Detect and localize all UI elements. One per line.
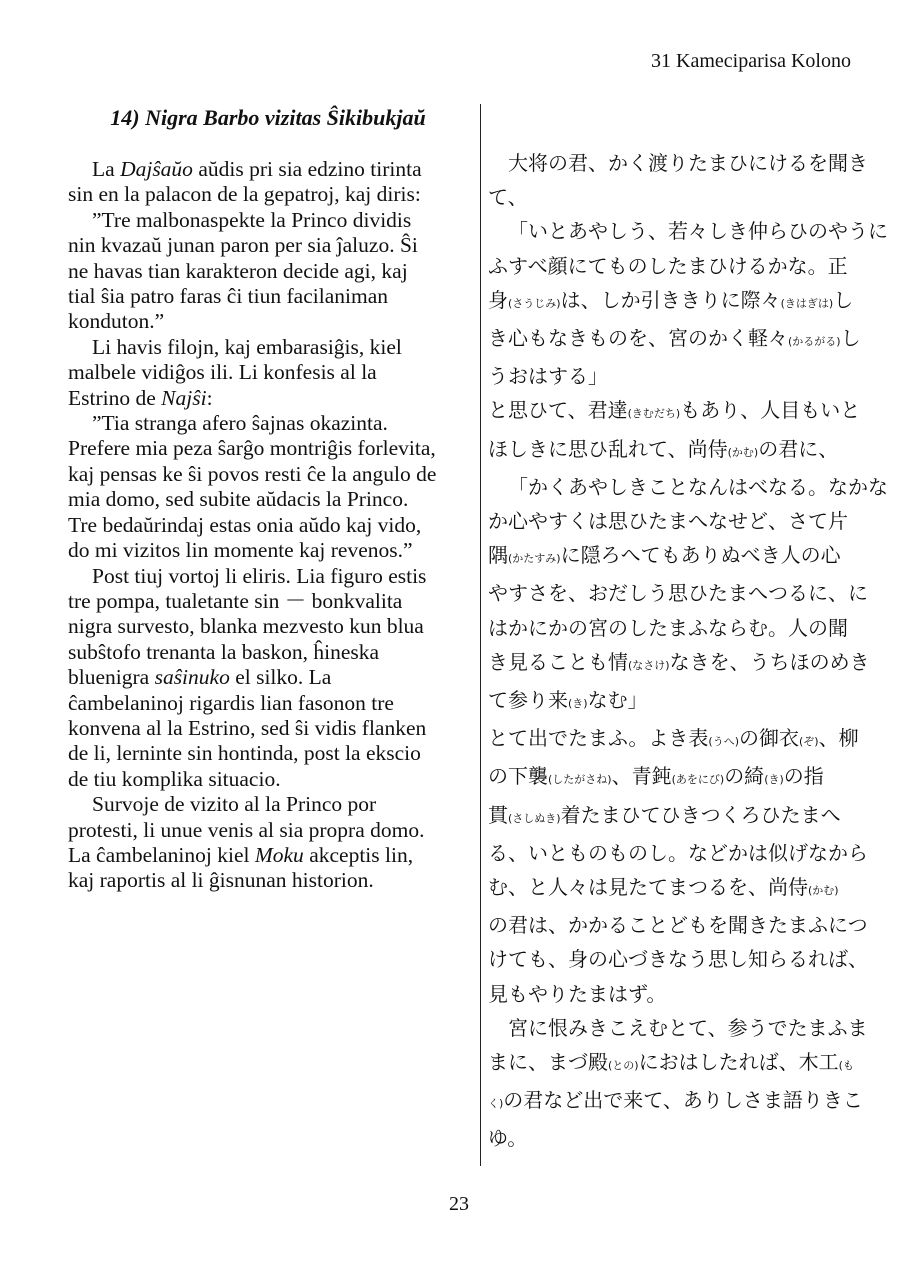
paragraph xyxy=(488,214,888,393)
text-segment: し xyxy=(833,287,854,312)
text-segment: の君など出で来て、ありしさま語りきこ xyxy=(503,1088,863,1113)
text-line xyxy=(488,1045,863,1083)
text-segment: La xyxy=(92,157,121,181)
text-segment: mia domo, sed subite aŭdacis la Princo. xyxy=(68,487,409,512)
text-line xyxy=(488,759,863,797)
furigana: (うへ) xyxy=(708,735,739,749)
text-segment: subŝtofo trenanta la baskon, ĥineska xyxy=(68,639,380,664)
paragraph xyxy=(488,393,863,469)
text-line xyxy=(68,868,473,893)
text-segment: 着たまひてひきつくろひたまへ xyxy=(560,802,841,827)
text-segment: tial ŝia patro faras ĉi tiun facilaniman xyxy=(68,284,388,309)
text-line xyxy=(488,908,868,942)
text-segment: の御衣 xyxy=(739,726,799,751)
text-line xyxy=(68,538,473,563)
text-line xyxy=(488,721,863,759)
text-line xyxy=(488,504,863,538)
italic-term: Najŝi xyxy=(161,385,207,410)
paragraph xyxy=(488,721,868,1011)
text-segment: けても、身の心づきなう思し知らるれば、 xyxy=(488,947,868,972)
text-line xyxy=(488,1083,863,1121)
text-line xyxy=(488,683,863,721)
text-line xyxy=(68,589,473,614)
esperanto-column xyxy=(68,157,473,894)
paragraph xyxy=(68,335,473,411)
text-line xyxy=(488,611,863,645)
text-segment: Tre bedaŭrindaj estas onia aŭdo kaj vido, xyxy=(68,512,422,537)
text-line xyxy=(488,359,863,393)
text-segment: kaj raportis al li ĝisnunan historion. xyxy=(68,868,374,893)
text-segment: konvena al la Estrino, sed ŝi vidis flanken xyxy=(68,715,427,740)
paragraph xyxy=(68,792,473,894)
furigana: く) xyxy=(488,1097,504,1111)
text-segment: ne havas tian karakteron decide agi, kaj xyxy=(68,258,408,283)
text-line xyxy=(68,309,473,334)
text-line xyxy=(68,436,473,461)
text-segment: La ĉambelaninoj kiel xyxy=(68,842,255,867)
furigana: (き) xyxy=(764,773,784,787)
text-line xyxy=(68,741,473,766)
running-header: 31 Kameciparisa Kolono xyxy=(651,50,851,72)
text-segment: de li, lerninte sin hontinda, post la ekscio xyxy=(68,741,421,766)
text-segment: nin kvazaŭ junan paron per sia ĵaluzo. Ŝi xyxy=(68,233,418,258)
text-segment: Prefere mia peza ŝarĝo montriĝis forlevita, xyxy=(68,436,436,461)
text-segment: ゆ。 xyxy=(488,1126,528,1151)
text-segment: き心もなきものを、宮のかく軽々 xyxy=(488,326,788,351)
furigana: (なさけ) xyxy=(628,658,670,672)
text-line xyxy=(488,283,863,321)
furigana: (ぞ) xyxy=(799,735,819,749)
chapter-title: 14) Nigra Barbo vizitas Ŝikibukjaŭ xyxy=(110,105,426,130)
text-line xyxy=(68,614,473,639)
text-line xyxy=(488,977,863,1011)
text-line xyxy=(488,836,868,870)
text-segment: do mi vizitos lin momente kaj revenos.” xyxy=(68,538,413,563)
text-segment: る、いとものものし。などかは似げなから xyxy=(488,840,868,865)
japanese-column xyxy=(488,146,888,1156)
text-segment: el silko. La xyxy=(229,665,332,690)
text-line xyxy=(68,259,473,284)
text-line xyxy=(488,470,888,504)
text-segment: 、青鈍 xyxy=(611,764,672,789)
text-segment: なむ」 xyxy=(587,688,648,713)
text-line xyxy=(68,767,473,792)
text-segment: konduton.” xyxy=(68,309,165,334)
text-segment: の綺 xyxy=(724,764,765,789)
text-segment: 隅 xyxy=(488,543,508,568)
text-segment: ほしきに思ひ乱れて、尚侍 xyxy=(488,436,728,461)
text-segment: なきを、うちほのめき xyxy=(669,649,870,674)
text-line xyxy=(68,208,473,233)
furigana: (あをにび) xyxy=(671,773,725,787)
text-segment: の指 xyxy=(783,764,824,789)
text-line xyxy=(68,691,473,716)
text-line xyxy=(68,411,473,436)
text-line xyxy=(68,818,473,843)
text-segment: malbele vidiĝos ili. Li konfesis al la xyxy=(68,360,377,385)
text-segment: は、しか引ききりに際々 xyxy=(560,287,781,312)
text-segment: 大将の君、かく渡りたまひにけるを聞き xyxy=(508,151,868,175)
furigana: (かるがる) xyxy=(788,335,841,349)
paragraph xyxy=(68,157,473,208)
text-line xyxy=(68,157,473,182)
text-segment: におはしたれば、木工 xyxy=(638,1050,839,1075)
page-number: 23 xyxy=(449,1193,469,1215)
text-segment: 見もやりたまはず。 xyxy=(488,981,667,1006)
text-line xyxy=(68,462,473,487)
furigana: (さうじみ) xyxy=(508,296,561,310)
text-segment: bluenigra xyxy=(68,665,155,690)
text-segment: aŭdis pri sia edzino tirinta xyxy=(192,157,422,181)
paragraph xyxy=(488,470,888,721)
text-segment: て参り来 xyxy=(488,688,568,713)
text-line xyxy=(68,487,473,512)
italic-term: saŝinuko xyxy=(154,665,230,690)
text-segment: はかにかの宮のしたまふならむ。人の聞 xyxy=(488,615,848,640)
text-segment: tre pompa, tualetante sin － bonkvalita xyxy=(68,588,403,613)
text-segment: に隠ろへてもありぬべき人の心 xyxy=(560,543,841,568)
text-segment: の君に、 xyxy=(758,436,839,461)
furigana: (かむ) xyxy=(727,445,759,459)
furigana: (きむだち) xyxy=(627,407,681,421)
text-segment: 身 xyxy=(488,287,508,312)
text-segment: と思ひて、君達 xyxy=(488,398,628,423)
italic-term: Moku xyxy=(254,842,304,867)
text-line xyxy=(68,233,473,258)
text-segment: : xyxy=(206,385,213,410)
text-line xyxy=(488,214,888,248)
italic-term: Dajŝaŭo xyxy=(120,157,193,181)
text-line xyxy=(68,564,473,589)
text-line xyxy=(488,1011,868,1045)
paragraph xyxy=(68,411,473,563)
text-line xyxy=(488,942,868,976)
text-line xyxy=(68,284,473,309)
text-segment: 宮に恨みきこえむとて、参うでたまふま xyxy=(508,1015,868,1040)
text-line xyxy=(68,360,473,385)
text-segment: 「いとあやしう、若々しき仲らひのやうに xyxy=(508,219,888,244)
furigana: (き) xyxy=(568,697,588,711)
text-segment: ”Tia stranga afero ŝajnas okazinta. xyxy=(92,411,388,436)
furigana: (との) xyxy=(608,1059,639,1073)
text-line xyxy=(68,386,473,411)
text-segment: ĉambelaninoj rigardis lian fasonon tre xyxy=(68,690,394,715)
furigana: (きはぎは) xyxy=(780,296,834,310)
text-line xyxy=(488,645,870,683)
text-line xyxy=(68,640,473,665)
furigana: (も xyxy=(838,1059,854,1073)
text-segment: む、と人々は見たてまつるを、尚侍 xyxy=(488,875,808,900)
text-segment: やすさを、おだしう思ひたまへつるに、に xyxy=(488,581,868,606)
text-line xyxy=(488,249,863,283)
text-segment: 貫 xyxy=(488,802,508,827)
text-line xyxy=(488,146,868,180)
paragraph xyxy=(488,1011,868,1156)
text-segment: kaj pensas ke ŝi povos resti ĉe la angulo de xyxy=(68,461,437,486)
furigana: (さしぬき) xyxy=(508,811,561,825)
text-line xyxy=(488,432,863,470)
text-line xyxy=(68,665,473,690)
furigana: (かたすみ) xyxy=(508,552,561,566)
text-line xyxy=(68,182,473,207)
text-segment: nigra survesto, blanka mezvesto kun blua xyxy=(68,614,424,639)
text-segment: akceptis lin, xyxy=(303,842,414,867)
text-segment: 、柳 xyxy=(818,726,859,751)
text-line xyxy=(68,716,473,741)
text-segment: ふすべ顔にてものしたまひけるかな。正 xyxy=(488,253,848,278)
text-line xyxy=(488,576,868,610)
text-segment: ”Tre malbonaspekte la Princo dividis xyxy=(92,207,412,232)
text-line xyxy=(488,180,863,214)
text-segment: の下襲 xyxy=(488,764,548,789)
text-segment: て、 xyxy=(488,185,528,210)
text-segment: とて出でたまふ。よき表 xyxy=(488,726,709,751)
text-line xyxy=(68,792,473,817)
text-line xyxy=(488,321,863,359)
furigana: (したがさね) xyxy=(548,773,612,787)
text-segment: Survoje de vizito al la Princo por xyxy=(92,792,377,817)
text-segment: Post tiuj vortoj li eliris. Lia figuro estis xyxy=(92,563,427,588)
text-segment: 「かくあやしきことなんはべなる。なかな xyxy=(508,474,888,499)
text-segment: し xyxy=(840,326,861,351)
paragraph xyxy=(488,146,868,214)
text-line xyxy=(488,538,863,576)
text-line xyxy=(68,335,473,360)
text-line xyxy=(68,843,473,868)
paragraph xyxy=(68,564,473,793)
text-segment: まに、まづ殿 xyxy=(488,1050,608,1075)
text-segment: de tiu komplika situacio. xyxy=(68,766,281,791)
column-divider xyxy=(480,104,481,1166)
text-segment: sin en la palacon de la gepatroj, kaj diris: xyxy=(68,182,421,207)
text-segment: protesti, li unue venis al sia propra domo. xyxy=(68,817,425,842)
text-line xyxy=(488,798,863,836)
text-segment: Li havis filojn, kaj embarasiĝis, kiel xyxy=(92,334,402,359)
text-segment: Estrino de xyxy=(68,385,162,410)
text-line xyxy=(488,1121,863,1155)
text-line xyxy=(488,870,863,908)
furigana: (かむ) xyxy=(808,884,839,898)
text-segment: の君は、かかることどもを聞きたまふにつ xyxy=(488,913,868,938)
text-segment: き見ることも情 xyxy=(488,649,628,674)
text-segment: もあり、人目もいと xyxy=(680,398,861,423)
text-segment: か心やすくは思ひたまへなせど、さて片 xyxy=(488,509,848,534)
paragraph xyxy=(68,208,473,335)
text-line xyxy=(488,393,863,431)
text-line xyxy=(68,513,473,538)
text-segment: うおはする」 xyxy=(488,364,608,389)
